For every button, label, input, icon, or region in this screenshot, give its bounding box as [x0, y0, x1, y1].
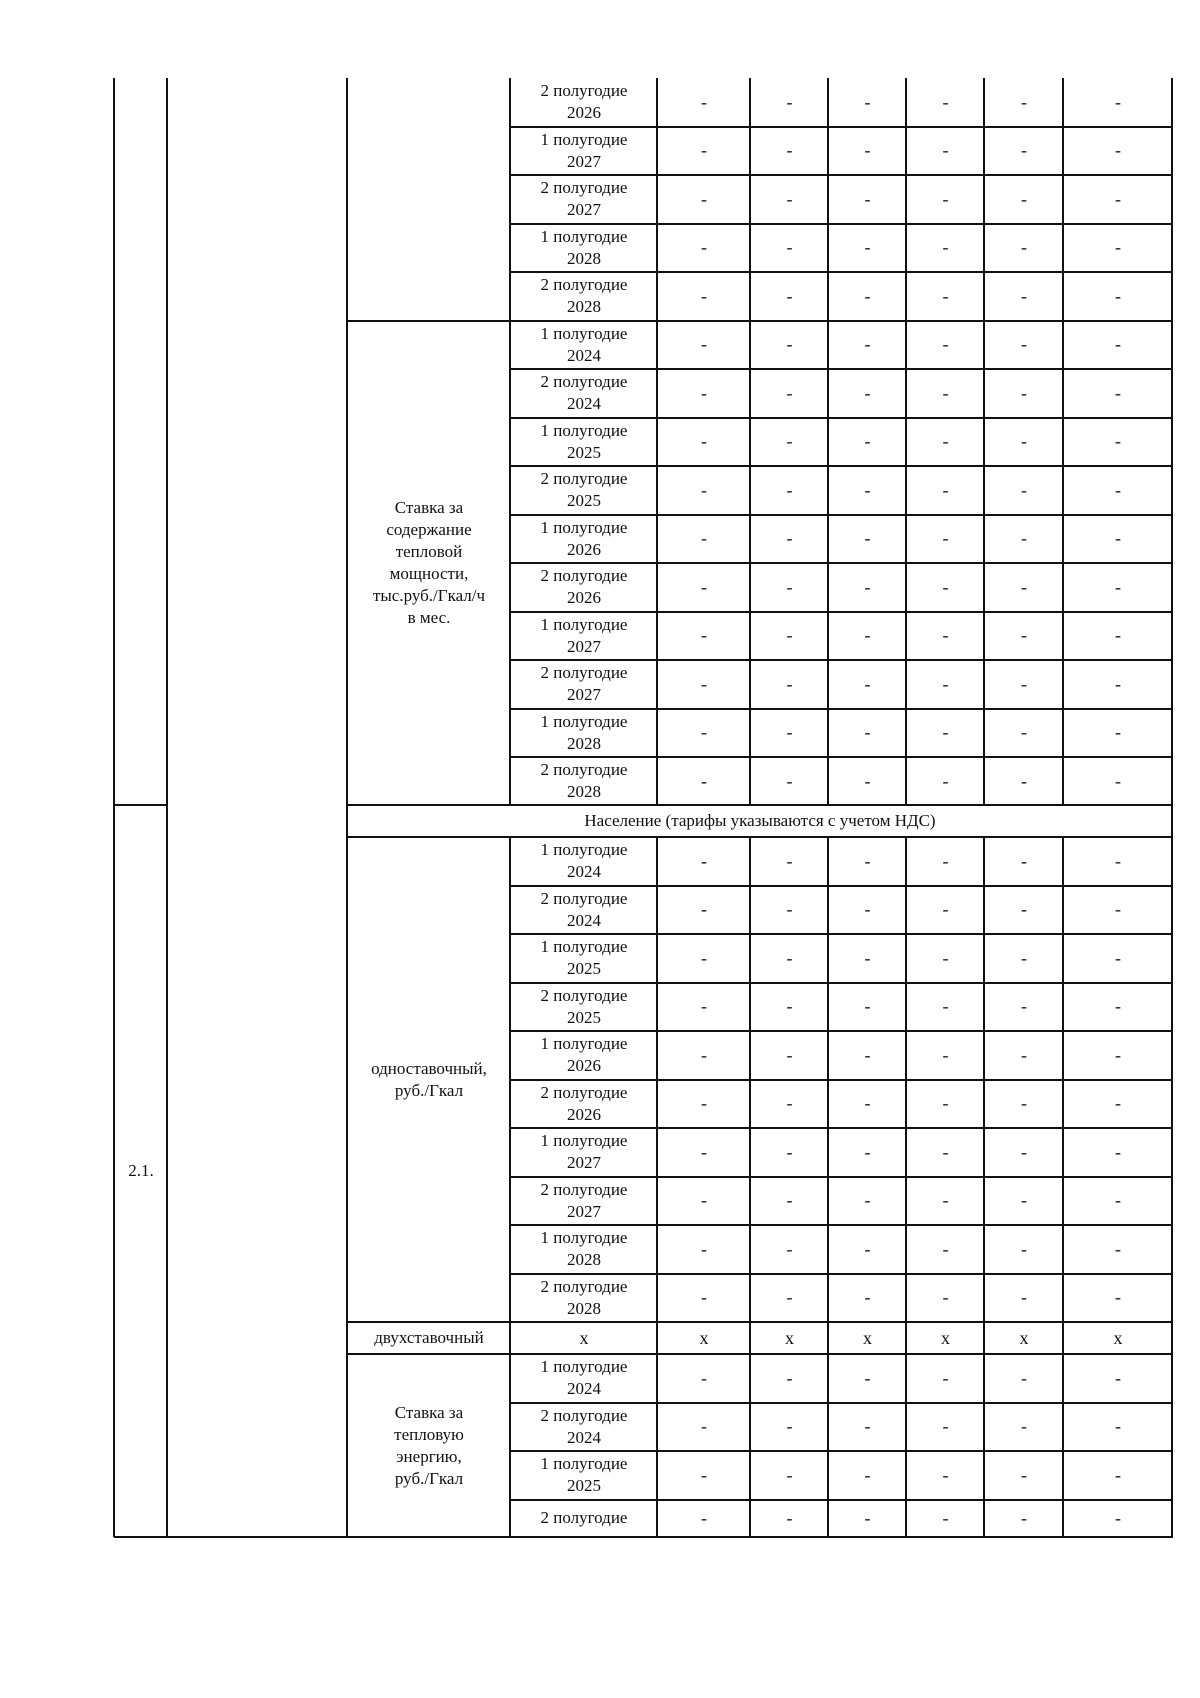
value-cell: - — [701, 237, 707, 258]
table-border — [510, 223, 1173, 225]
table-right-border — [1171, 78, 1173, 1537]
value-cell: - — [942, 140, 949, 161]
value-cell: - — [1021, 1367, 1027, 1388]
value-cell: - — [942, 431, 949, 452]
value-cell: - — [1021, 722, 1027, 743]
value-cell: - — [1021, 576, 1027, 597]
table-border — [510, 417, 1173, 419]
value-cell: - — [786, 1464, 793, 1485]
value-cell: - — [864, 140, 871, 161]
value-cell: - — [701, 1238, 707, 1259]
value-cell: - — [786, 625, 793, 646]
value-cell: - — [786, 722, 793, 743]
table-border — [510, 982, 1173, 984]
table-border — [510, 271, 1173, 273]
value-cell: - — [1115, 431, 1121, 452]
period-cell: 2 полугодие 2024 — [540, 888, 628, 930]
value-cell: - — [701, 382, 707, 403]
value-cell: - — [942, 673, 949, 694]
period-cell: 1 полугодие 2025 — [540, 1454, 628, 1496]
value-cell: - — [942, 947, 949, 968]
period-cell: 1 полугодие 2027 — [540, 1131, 628, 1173]
value-cell: - — [786, 91, 793, 112]
table-border — [510, 1450, 1173, 1452]
value-cell: - — [786, 479, 793, 500]
table-border — [656, 837, 658, 1537]
value-cell: - — [1115, 850, 1121, 871]
value-cell: - — [864, 1190, 871, 1211]
value-cell: - — [864, 899, 871, 920]
table-border — [905, 78, 907, 805]
value-cell: - — [864, 1464, 871, 1485]
value-cell: - — [1021, 1044, 1027, 1065]
value-cell: - — [786, 237, 793, 258]
value-cell: - — [942, 770, 949, 791]
value-cell: - — [1115, 722, 1121, 743]
value-cell: - — [864, 770, 871, 791]
value-cell: - — [864, 947, 871, 968]
value-cell: - — [701, 576, 707, 597]
value-cell: - — [864, 528, 871, 549]
value-cell: - — [701, 1464, 707, 1485]
energy-rate-label: Ставка за тепловую энергию, руб./Гкал — [394, 1402, 464, 1488]
value-cell: - — [701, 334, 707, 355]
table-border — [510, 465, 1173, 467]
two-part-mark: x — [1113, 1327, 1123, 1348]
value-cell: - — [701, 947, 707, 968]
period-cell: 2 полугодие 2028 — [540, 275, 628, 317]
value-cell: - — [864, 673, 871, 694]
value-cell: - — [786, 1367, 793, 1388]
table-border — [509, 78, 511, 805]
value-cell: - — [942, 237, 949, 258]
value-cell: - — [1115, 899, 1121, 920]
table-border — [510, 126, 1173, 128]
table-border — [346, 78, 348, 1537]
value-cell: - — [864, 1238, 871, 1259]
table-border — [510, 885, 1173, 887]
two-part-mark: x — [699, 1327, 709, 1348]
value-cell: - — [701, 673, 707, 694]
value-cell: - — [786, 1190, 793, 1211]
value-cell: - — [1021, 237, 1027, 258]
value-cell: - — [1115, 996, 1121, 1017]
table-border — [510, 708, 1173, 710]
value-cell: - — [786, 996, 793, 1017]
value-cell: - — [1115, 1238, 1121, 1259]
value-cell: - — [942, 91, 949, 112]
value-cell: - — [864, 382, 871, 403]
value-cell: - — [1021, 1507, 1027, 1528]
value-cell: - — [942, 1507, 949, 1528]
value-cell: - — [864, 722, 871, 743]
value-cell: - — [864, 1093, 871, 1114]
value-cell: - — [786, 770, 793, 791]
value-cell: - — [786, 1238, 793, 1259]
table-left-border — [113, 78, 115, 1537]
value-cell: - — [864, 188, 871, 209]
value-cell: - — [786, 576, 793, 597]
value-cell: - — [942, 1238, 949, 1259]
value-cell: - — [701, 625, 707, 646]
value-cell: - — [1115, 673, 1121, 694]
value-cell: - — [701, 1190, 707, 1211]
value-cell: - — [942, 382, 949, 403]
value-cell: - — [1115, 140, 1121, 161]
two-part-mark: x — [941, 1327, 950, 1348]
table-border — [983, 837, 985, 1537]
value-cell: - — [1021, 285, 1027, 306]
value-cell: - — [1115, 1093, 1121, 1114]
value-cell: - — [942, 188, 949, 209]
value-cell: - — [1115, 479, 1121, 500]
table-border — [510, 368, 1173, 370]
value-cell: - — [786, 1141, 793, 1162]
value-cell: - — [1021, 1287, 1027, 1308]
value-cell: - — [786, 140, 793, 161]
value-cell: - — [786, 899, 793, 920]
value-cell: - — [942, 899, 949, 920]
value-cell: - — [786, 528, 793, 549]
two-part-mark: x — [1019, 1327, 1029, 1348]
table-border — [1062, 837, 1064, 1537]
period-cell: 2 полугодие — [540, 1508, 628, 1528]
table-border — [1062, 78, 1064, 805]
table-border — [510, 1224, 1173, 1226]
value-cell: - — [701, 1141, 707, 1162]
table-border — [827, 78, 829, 805]
value-cell: - — [786, 1416, 793, 1437]
value-cell: - — [786, 285, 793, 306]
value-cell: - — [701, 770, 707, 791]
value-cell: - — [1115, 1464, 1121, 1485]
value-cell: - — [1021, 479, 1027, 500]
table-border — [510, 1402, 1173, 1404]
two-part-mark: x — [863, 1327, 872, 1348]
value-cell: - — [786, 382, 793, 403]
value-cell: - — [701, 188, 707, 209]
table-border — [656, 78, 658, 805]
table-bottom-border — [114, 1536, 1173, 1538]
value-cell: - — [701, 1367, 707, 1388]
value-cell: - — [942, 334, 949, 355]
period-cell: 1 полугодие 2026 — [540, 1034, 628, 1076]
value-cell: - — [942, 625, 949, 646]
value-cell: - — [1021, 770, 1027, 791]
value-cell: - — [1115, 188, 1121, 209]
value-cell: - — [701, 1416, 707, 1437]
period-cell: 2 полугодие 2024 — [540, 1405, 628, 1447]
value-cell: - — [701, 91, 707, 112]
period-cell: 1 полугодие 2024 — [540, 323, 628, 365]
period-cell: 2 полугодие 2028 — [540, 1276, 628, 1318]
value-cell: - — [786, 1044, 793, 1065]
table-border — [510, 562, 1173, 564]
value-cell: - — [864, 1416, 871, 1437]
table-border — [510, 1127, 1173, 1129]
value-cell: - — [864, 1044, 871, 1065]
value-cell: - — [1021, 528, 1027, 549]
period-cell: 1 полугодие 2024 — [540, 1357, 628, 1399]
value-cell: - — [942, 850, 949, 871]
value-cell: - — [942, 1367, 949, 1388]
period-cell: 2 полугодие 2026 — [540, 1082, 628, 1124]
value-cell: - — [786, 334, 793, 355]
table-border — [510, 514, 1173, 516]
value-cell: - — [1115, 1141, 1121, 1162]
capacity-rate-label: Ставка за содержание тепловой мощности, тыс.руб./Гкал/ч в мес. — [372, 498, 486, 627]
value-cell: - — [942, 1416, 949, 1437]
value-cell: - — [1115, 1367, 1121, 1388]
period-cell: 1 полугодие 2028 — [540, 1228, 628, 1270]
period-cell: 1 полугодие 2027 — [540, 614, 628, 656]
value-cell: - — [1021, 1093, 1027, 1114]
population-header: Население (тарифы указываются с учетом НДС) — [584, 811, 936, 830]
value-cell: - — [942, 479, 949, 500]
value-cell: - — [701, 528, 707, 549]
value-cell: - — [1021, 91, 1027, 112]
value-cell: - — [786, 1093, 793, 1114]
table-border — [983, 78, 985, 805]
value-cell: - — [1115, 334, 1121, 355]
value-cell: - — [1021, 1416, 1027, 1437]
period-cell: 2 полугодие 2027 — [540, 1179, 628, 1221]
value-cell: - — [1021, 899, 1027, 920]
period-cell: 2 полугодие 2026 — [540, 81, 628, 123]
table-border — [510, 1176, 1173, 1178]
value-cell: - — [1021, 382, 1027, 403]
period-cell: 1 полугодие 2028 — [540, 226, 628, 268]
value-cell: - — [786, 1287, 793, 1308]
two-part-mark: x — [785, 1327, 794, 1348]
value-cell: - — [942, 1093, 949, 1114]
period-cell: 1 полугодие 2025 — [540, 420, 628, 462]
value-cell: - — [701, 1044, 707, 1065]
value-cell: - — [1115, 770, 1121, 791]
value-cell: - — [1115, 91, 1121, 112]
value-cell: - — [1115, 947, 1121, 968]
value-cell: - — [1021, 625, 1027, 646]
value-cell: - — [1021, 1141, 1027, 1162]
value-cell: - — [864, 285, 871, 306]
period-cell: 1 полугодие 2026 — [540, 517, 628, 559]
value-cell: - — [701, 479, 707, 500]
value-cell: - — [942, 1044, 949, 1065]
value-cell: - — [1021, 850, 1027, 871]
value-cell: - — [701, 285, 707, 306]
value-cell: - — [942, 1141, 949, 1162]
value-cell: - — [701, 722, 707, 743]
table-border — [510, 659, 1173, 661]
value-cell: - — [942, 576, 949, 597]
value-cell: - — [864, 1367, 871, 1388]
period-cell: 2 полугодие 2024 — [540, 372, 628, 414]
value-cell: - — [864, 625, 871, 646]
value-cell: - — [942, 528, 949, 549]
value-cell: - — [786, 673, 793, 694]
value-cell: - — [786, 947, 793, 968]
value-cell: - — [864, 91, 871, 112]
value-cell: - — [942, 722, 949, 743]
table-border — [827, 837, 829, 1537]
value-cell: - — [864, 996, 871, 1017]
value-cell: - — [701, 431, 707, 452]
value-cell: - — [942, 1190, 949, 1211]
value-cell: - — [1115, 1416, 1121, 1437]
table-border — [510, 1030, 1173, 1032]
table-border — [510, 1273, 1173, 1275]
value-cell: - — [864, 479, 871, 500]
value-cell: - — [1115, 1507, 1121, 1528]
table-border — [905, 837, 907, 1537]
value-cell: - — [1021, 431, 1027, 452]
value-cell: - — [1115, 237, 1121, 258]
two-part-mark: x — [579, 1327, 589, 1348]
period-cell: 1 полугодие 2025 — [540, 937, 628, 979]
section-number: 2.1. — [128, 1161, 154, 1180]
value-cell: - — [1021, 1464, 1027, 1485]
value-cell: - — [1021, 188, 1027, 209]
value-cell: - — [701, 1093, 707, 1114]
value-cell: - — [1115, 1287, 1121, 1308]
table-border — [510, 1079, 1173, 1081]
value-cell: - — [1021, 140, 1027, 161]
value-cell: - — [701, 140, 707, 161]
period-cell: 2 полугодие 2025 — [540, 985, 628, 1027]
value-cell: - — [1115, 625, 1121, 646]
period-cell: 1 полугодие 2028 — [540, 711, 628, 753]
table-border — [510, 611, 1173, 613]
value-cell: - — [942, 1287, 949, 1308]
value-cell: - — [786, 188, 793, 209]
table-border — [749, 837, 751, 1537]
value-cell: - — [1021, 1238, 1027, 1259]
value-cell: - — [1115, 285, 1121, 306]
value-cell: - — [864, 334, 871, 355]
value-cell: - — [1021, 996, 1027, 1017]
single-rate-label: одноставочный, руб./Гкал — [371, 1058, 487, 1100]
table-border — [510, 933, 1173, 935]
table-border — [509, 837, 511, 1537]
value-cell: - — [701, 850, 707, 871]
value-cell: - — [701, 1287, 707, 1308]
value-cell: - — [942, 1464, 949, 1485]
value-cell: - — [701, 899, 707, 920]
period-cell: 2 полугодие 2027 — [540, 663, 628, 705]
value-cell: - — [864, 850, 871, 871]
value-cell: - — [864, 1141, 871, 1162]
value-cell: - — [1115, 528, 1121, 549]
value-cell: - — [701, 996, 707, 1017]
value-cell: - — [1021, 673, 1027, 694]
value-cell: - — [1115, 1190, 1121, 1211]
value-cell: - — [1021, 1190, 1027, 1211]
value-cell: - — [701, 1507, 707, 1528]
table-border — [510, 1499, 1173, 1501]
value-cell: - — [942, 996, 949, 1017]
value-cell: - — [864, 1507, 871, 1528]
table-border — [510, 174, 1173, 176]
value-cell: - — [1021, 334, 1027, 355]
table-border — [166, 78, 168, 1537]
value-cell: - — [864, 431, 871, 452]
period-cell: 2 полугодие 2028 — [540, 760, 628, 802]
two-part-label: двухставочный — [374, 1328, 484, 1347]
table-border — [749, 78, 751, 805]
period-cell: 2 полугодие 2025 — [540, 469, 628, 511]
period-cell: 1 полугодие 2024 — [540, 840, 628, 882]
value-cell: - — [1115, 382, 1121, 403]
period-cell: 2 полугодие 2026 — [540, 566, 628, 608]
value-cell: - — [1021, 947, 1027, 968]
value-cell: - — [864, 1287, 871, 1308]
period-cell: 1 полугодие 2027 — [540, 129, 628, 171]
value-cell: - — [864, 237, 871, 258]
value-cell: - — [1115, 576, 1121, 597]
value-cell: - — [864, 576, 871, 597]
value-cell: - — [786, 431, 793, 452]
table-border — [510, 756, 1173, 758]
value-cell: - — [786, 850, 793, 871]
value-cell: - — [942, 285, 949, 306]
value-cell: - — [786, 1507, 793, 1528]
value-cell: - — [1115, 1044, 1121, 1065]
period-cell: 2 полугодие 2027 — [540, 178, 628, 220]
